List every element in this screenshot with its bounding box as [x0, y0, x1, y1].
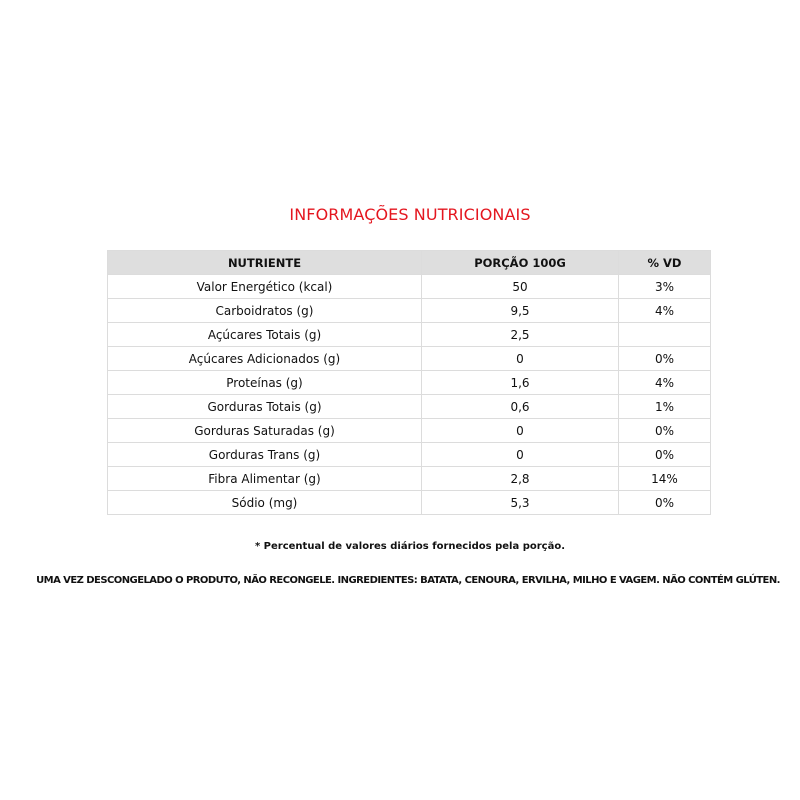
column-header-portion: PORÇÃO 100G — [422, 251, 619, 275]
nutrient-cell: Fibra Alimentar (g) — [108, 467, 422, 491]
vd-cell: 0% — [619, 491, 711, 515]
vd-cell: 4% — [619, 299, 711, 323]
ingredients-note: UMA VEZ DESCONGELADO O PRODUTO, NÃO RECONGELE. INGREDIENTES: BATATA, CENOURA, ERVILHA, MILHO E VAGEM. NÃO CONTÉM GLÚTEN. — [36, 575, 780, 586]
table-row — [108, 371, 711, 395]
vd-cell: 14% — [619, 467, 711, 491]
page-title: INFORMAÇÕES NUTRICIONAIS — [289, 205, 531, 224]
portion-cell: 0,6 — [422, 395, 619, 419]
table-row — [108, 443, 711, 467]
table-row — [108, 395, 711, 419]
table-row — [108, 467, 711, 491]
vd-cell: 1% — [619, 395, 711, 419]
portion-cell: 5,3 — [422, 491, 619, 515]
nutrient-cell: Sódio (mg) — [108, 491, 422, 515]
nutrient-cell: Gorduras Totais (g) — [108, 395, 422, 419]
portion-cell: 0 — [422, 443, 619, 467]
table-row — [108, 491, 711, 515]
portion-cell: 0 — [422, 347, 619, 371]
table-row — [108, 275, 711, 299]
vd-cell: 0% — [619, 443, 711, 467]
vd-cell: 0% — [619, 347, 711, 371]
vd-cell: 4% — [619, 371, 711, 395]
vd-cell: 3% — [619, 275, 711, 299]
portion-cell: 1,6 — [422, 371, 619, 395]
column-header-vd: % VD — [619, 251, 711, 275]
portion-cell: 2,5 — [422, 323, 619, 347]
table-row — [108, 299, 711, 323]
nutrient-cell: Carboidratos (g) — [108, 299, 422, 323]
nutrient-cell: Açúcares Totais (g) — [108, 323, 422, 347]
portion-cell: 0 — [422, 419, 619, 443]
nutrition-table — [107, 250, 711, 515]
table-row — [108, 323, 711, 347]
vd-cell — [619, 323, 711, 347]
nutrient-cell: Açúcares Adicionados (g) — [108, 347, 422, 371]
portion-cell: 50 — [422, 275, 619, 299]
table-row — [108, 419, 711, 443]
portion-cell: 2,8 — [422, 467, 619, 491]
footnote: * Percentual de valores diários fornecidos pela porção. — [254, 541, 566, 552]
portion-cell: 9,5 — [422, 299, 619, 323]
nutrient-cell: Proteínas (g) — [108, 371, 422, 395]
nutrient-cell: Gorduras Saturadas (g) — [108, 419, 422, 443]
table-header-row — [108, 251, 711, 275]
nutrient-cell: Gorduras Trans (g) — [108, 443, 422, 467]
vd-cell: 0% — [619, 419, 711, 443]
column-header-nutrient: NUTRIENTE — [108, 251, 422, 275]
table-row — [108, 347, 711, 371]
nutrient-cell: Valor Energético (kcal) — [108, 275, 422, 299]
